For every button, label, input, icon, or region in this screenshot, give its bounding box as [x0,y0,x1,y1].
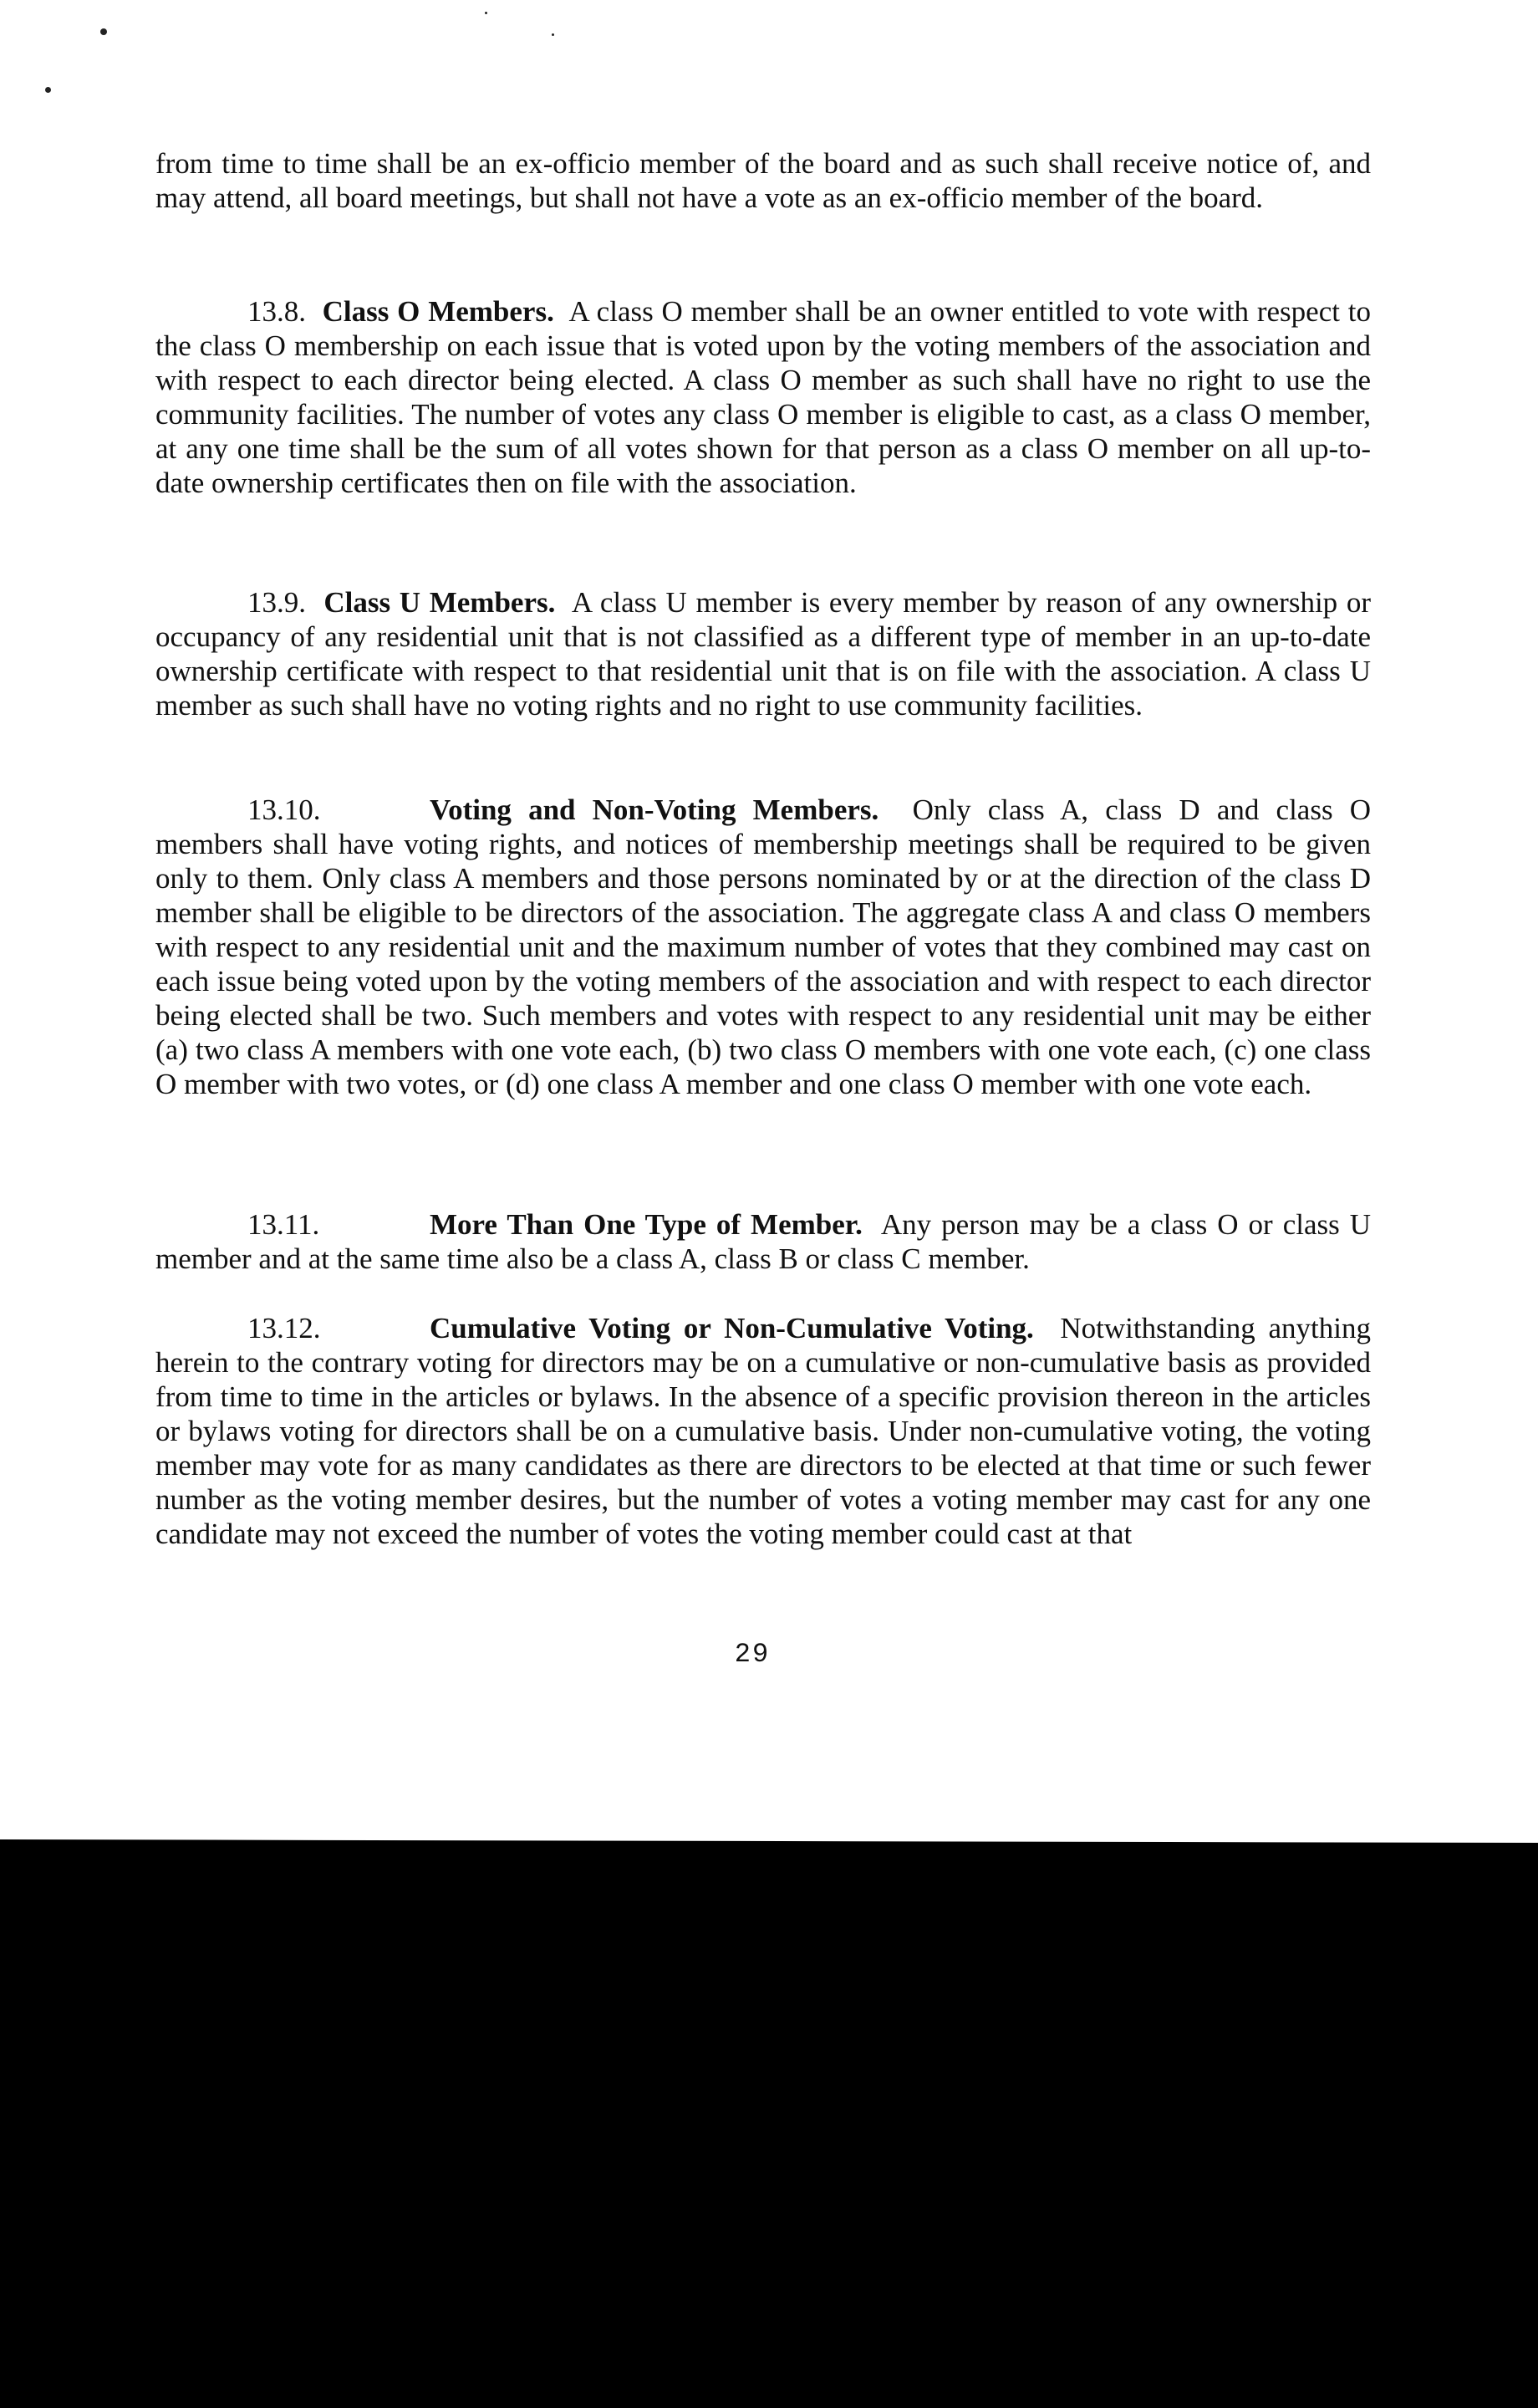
scan-speck [100,28,107,35]
section-number: 13.8. [247,295,306,328]
scan-speck [45,87,51,93]
section-body: Notwithstanding anything herein to the contrary voting for directors may be on a cumulative or non-cumulative basis as provided from time to time in the articles or bylaws. In the absence of a specific provision thereon in the articles or bylaws voting for directors shall be on a cumulative basis. Under non-cumulative voting, the voting member may vote for as many candidates as there are directors to be elected at that time or such fewer number as the voting member desires, but the number of votes a voting member may cast for any one candidate may not exceed the number of votes the voting member could cast at that [155,1312,1371,1550]
section-13-9 [155,585,1371,722]
page-number: 29 [734,1639,771,1670]
scan-speck [485,12,487,14]
scan-background [0,1823,1538,2408]
section-body: A class U member is every member by reason of any ownership or occupancy of any residential unit that is not classified as a different type of member in an up-to-date ownership certificate with respect to that residential unit that is on file with the association. A class U member as such shall have no voting rights and no right to use community facilities. [155,586,1372,722]
scan-speck [552,33,554,36]
section-13-12 [155,1311,1371,1551]
section-number: 13.10. [247,793,321,826]
section-heading: Class U Members. [323,586,556,619]
section-number: 13.11. [247,1208,320,1241]
section-number: 13.12. [247,1312,321,1344]
intro-text: from time to time shall be an ex-officio member of the board and as such shall receive notice of, and may attend, all board meetings, but shall not have a vote as an ex-officio member of the board. [155,147,1371,214]
section-heading: Class O Members. [322,295,554,328]
section-body: A class O member shall be an owner entitled to vote with respect to the class O membership on each issue that is voted upon by the voting members of the association and with respect to each director being elected. A class O member as such shall have no right to use the community facilities. The number of votes any class O member is eligible to cast, as a class O member, at any one time shall be the sum of all votes shown for that person as a class O member on all up-to-date ownership certificates then on file with the association. [155,295,1371,499]
section-13-8 [155,294,1371,500]
section-heading: More Than One Type of Member. [430,1208,863,1241]
section-13-11 [155,1207,1371,1276]
intro-paragraph [155,146,1371,215]
section-heading: Voting and Non-Voting Members. [430,793,879,826]
section-heading: Cumulative Voting or Non-Cumulative Voting. [430,1312,1034,1344]
section-number: 13.9. [247,586,306,619]
section-body: Any person may be a class O or class U member and at the same time also be a class A, class B or class C member. [155,1208,1371,1275]
section-body: Only class A, class D and class O members shall have voting rights, and notices of membership meetings shall be required to be given only to them. Only class A members and those persons nominated by or at the direction of the class D member shall be eligible to be directors of the association. The aggregate class A and class O members with respect to any residential unit and the maximum number of votes that they combined may cast on each issue being voted upon by the voting members of the association and with respect to each director being elected shall be two. Such members and votes with respect to any residential unit may be either (a) two class A members with one vote each, (b) two class O members with one vote each, (c) one class O member with two votes, or (d) one class A member and one class O member with one vote each. [155,793,1371,1100]
section-13-10 [155,793,1371,1101]
